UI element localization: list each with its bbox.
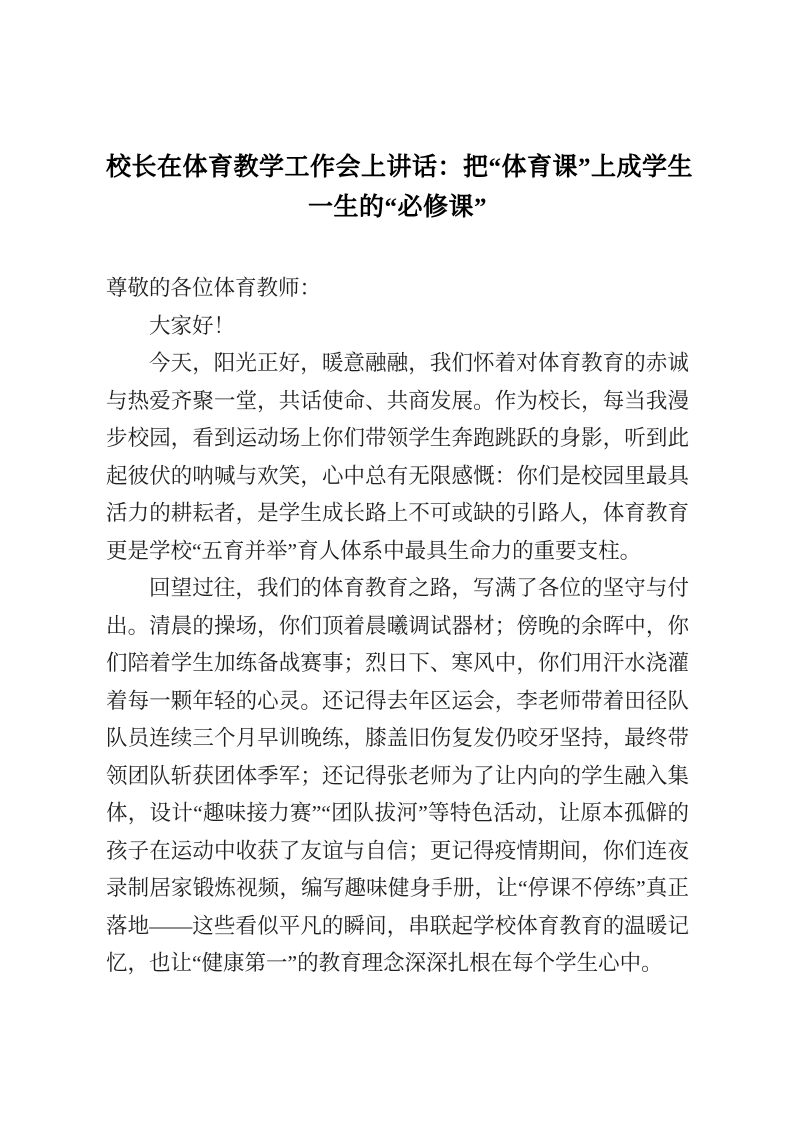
paragraph-retrospective: 回望过往，我们的体育教育之路，写满了各位的坚守与付出。清晨的操场，你们顶着晨曦调试器材；傍晚的余晖中，你们陪着学生加练备战赛事；烈日下、寒风中，你们用汗水浇灌着每一颗年轻的心灵。还记得去年区运会，李老师带着田径队队员连续三个月早训晚练，膝盖旧伤复发仍咬牙坚持，最终带领团队斩获团体季军；还记得张老师为了让内向的学生融入集体，设计“趣味接力赛”“团队拔河”等特色活动，让原本孤僻的孩子在运动中收获了友谊与自信；更记得疫情期间，你们连夜录制居家锻炼视频，编写趣味健身手册，让“停课不停练”真正落地——这些看似平凡的瞬间，串联起学校体育教育的温暖记忆，也让“健康第一”的教育理念深深扎根在每个学生心中。 — [106, 576, 689, 975]
document-title-line-1: 校长在体育教学工作会上讲话：把“体育课”上成学生 — [106, 154, 694, 181]
salutation: 尊敬的各位体育教师： — [106, 276, 322, 300]
document-title-line-2: 一生的“必修课” — [307, 194, 487, 221]
paragraph-opening: 今天，阳光正好，暖意融融，我们怀着对体育教育的赤诚与热爱齐聚一堂，共话使命、共商发展。作为校长，每当我漫步校园，看到运动场上你们带领学生奔跑跳跃的身影，听到此起彼伏的呐喊与欢笑，心中总有无限感慨：你们是校园里最具活力的耕耘者，是学生成长路上不可或缺的引路人，体育教育更是学校“五育并举”育人体系中最具生命力的重要支柱。 — [106, 351, 689, 563]
paragraph-greeting: 大家好！ — [149, 313, 236, 338]
document-title — [106, 148, 694, 228]
